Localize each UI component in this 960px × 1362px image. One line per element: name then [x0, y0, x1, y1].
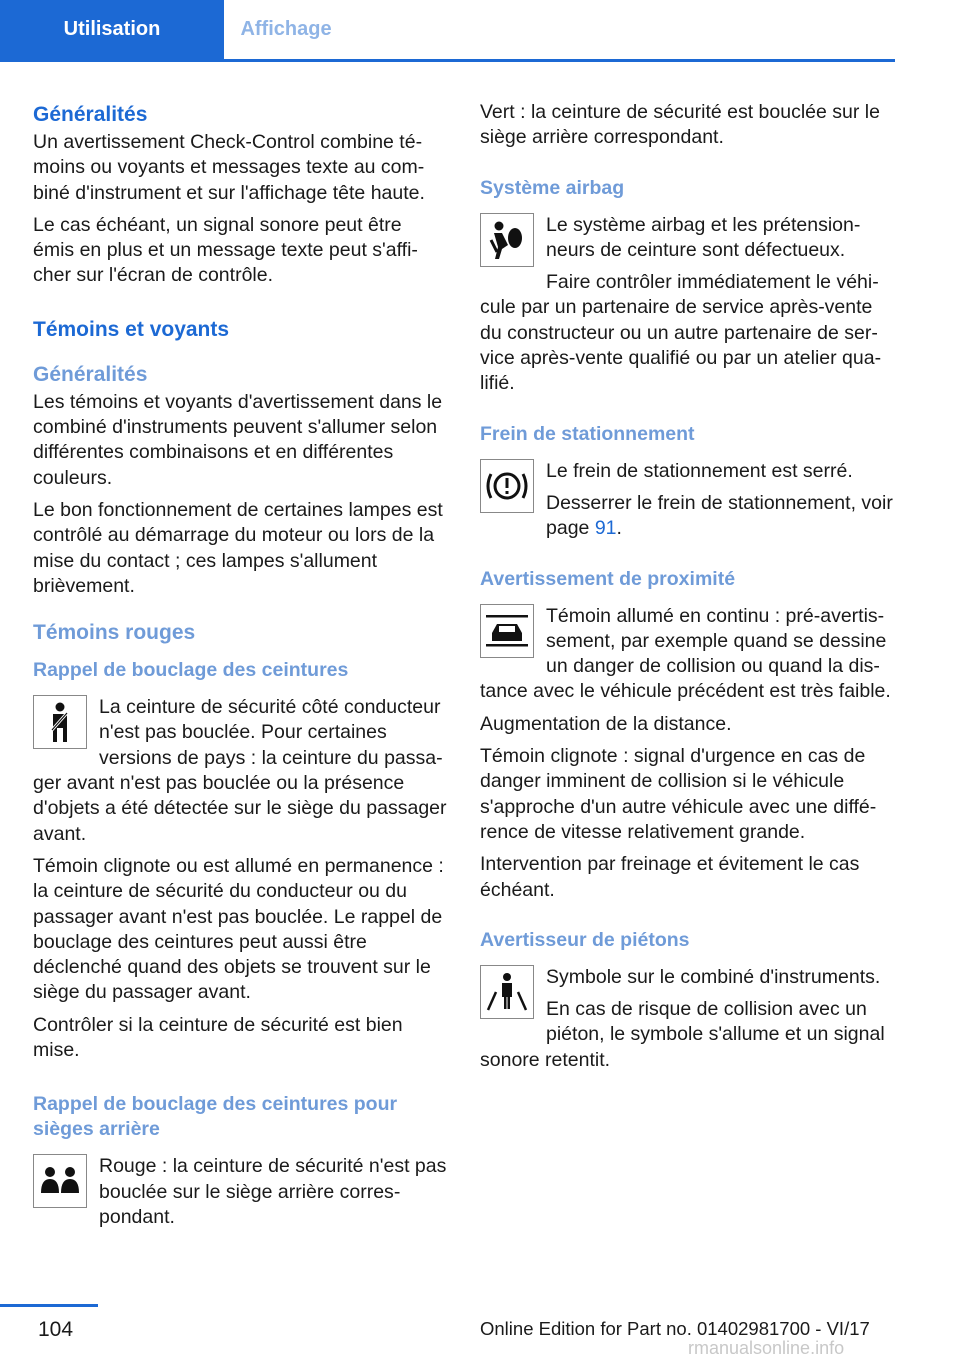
watermark: rmanualsonline.info [688, 1338, 845, 1358]
paragraph: Un avertissement Check-Control combine témoins ou voyants et messages texte au combiné d'instrument et sur l'affichage tête haute. [33, 131, 425, 204]
paragraph: En cas de risque de collision avec un piéton, le symbole s'allume et un signal sonore retentit. [480, 998, 885, 1071]
heading-frein-stationnement: Frein de stationnement [480, 422, 695, 445]
heading-systeme-airbag: Système airbag [480, 176, 625, 199]
heading-avertissement-proximite: Avertissement de proximité [480, 567, 736, 590]
paragraph: Le cas échéant, un signal sonore peut être émis en plus et un message texte peut s'afficher sur l'écran de contrôle. [33, 213, 418, 287]
heading-generalites: Généralités [33, 103, 148, 126]
paragraph: Le frein de stationnement est serré. [546, 459, 853, 482]
paragraph: Vert : la ceinture de sécurité est bouclée sur le siège arrière correspondant. [480, 101, 880, 149]
heading-rappel-ceintures-arriere: Rappel de bouclage des ceintures pour sièges arrière [33, 1093, 398, 1141]
paragraph: Témoin clignote : signal d'urgence en cas de danger imminent de collision si le véhicule s'approche d'un autre véhicule avec une différence de vitesse relativement grande. [480, 745, 877, 843]
paragraph: Les témoins et voyants d'avertissement dans le combiné d'instruments peuvent s'allumer selon différentes combinaisons et en différentes couleurs. [33, 390, 443, 489]
tab-affichage[interactable]: Affichage [240, 18, 332, 40]
heading-temoins-rouges: Témoins rouges [33, 621, 196, 645]
footer-divider [0, 1304, 98, 1307]
paragraph: Le bon fonctionnement de certaines lampes est contrôlé au démarrage du moteur ou lors de la mise du contact ; ces lampes s'allument brièvement. [33, 498, 443, 597]
rear-seats-icon [33, 1154, 87, 1208]
seatbelt-icon [33, 695, 87, 749]
heading-generalites-2: Généralités [33, 362, 148, 386]
page-link-91[interactable]: 91 [594, 517, 617, 540]
paragraph: Intervention par freinage et évitement le cas échéant. [480, 853, 860, 901]
heading-temoins-voyants: Témoins et voyants [33, 317, 230, 341]
paragraph: Le système airbag et les prétensionneurs de ceinture sont défectueux. [546, 213, 861, 261]
paragraph: La ceinture de sécurité côté conducteur n'est pas bouclée. Pour certaines versions de pays : la ceinture du passager avant n'est pas bouclée ou la présence d'objets a été détectée sur le siège du passager avant. [33, 696, 447, 845]
paragraph: Desserrer le frein de stationnement, voir page 91. [546, 491, 893, 540]
heading-rappel-ceintures: Rappel de bouclage des ceintures [33, 659, 349, 682]
paragraph: Contrôler si la ceinture de sécurité est bien mise. [33, 1013, 403, 1062]
paragraph: Augmentation de la distance. [480, 712, 732, 735]
edition-line: Online Edition for Part no. 01402981700 - VI/17 [480, 1318, 870, 1339]
paragraph: Faire contrôler immédiatement le véhicule par un partenaire de service après-vente du constructeur ou un autre partenaire de service après-vente qualifié ou par un atelier qualifié. [480, 271, 882, 395]
page-number: 104 [38, 1318, 74, 1341]
pedestrian-warning-icon [480, 965, 534, 1019]
right-column [480, 100, 895, 1080]
paragraph: Témoin allumé en continu : pré-avertissement, par exemple quand se dessine un danger de collision ou quand la distance avec le véhicule précédent est très faible. [480, 604, 891, 703]
paragraph: Témoin clignote ou est allumé en permanence : la ceinture de sécurité du conducteur ou du passager avant n'est pas bouclée. Le rappel de bouclage des ceintures peut aussi être déclenché quand des objets se trouvent sur le siège du passager avant. [33, 854, 444, 1004]
header-bar [0, 0, 895, 62]
collision-warning-icon [480, 604, 534, 658]
heading-avertisseur-pietons: Avertisseur de piétons [480, 928, 690, 951]
paragraph: Rouge : la ceinture de sécurité n'est pas bouclée sur le siège arrière correspondant. [99, 1155, 447, 1228]
airbag-icon [480, 213, 534, 267]
parking-brake-icon [480, 459, 534, 513]
paragraph: Symbole sur le combiné d'instruments. [546, 965, 881, 988]
tab-utilisation[interactable]: Utilisation [0, 0, 224, 59]
left-column [33, 100, 448, 1237]
